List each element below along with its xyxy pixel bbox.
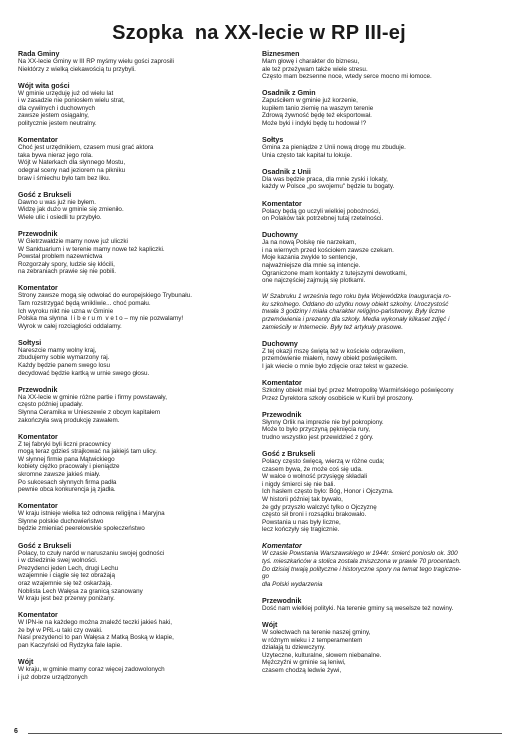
verse-line: Słynne polskie duchowieństwo bbox=[18, 517, 104, 525]
verse-line: przemówienia i prezenty dla szkoły. Media wykonały kilkaset zdjęć i bbox=[262, 316, 450, 324]
verse-line: Z tej fabryki byli liczni pracownicy bbox=[18, 440, 111, 448]
dialogue-section bbox=[18, 230, 256, 276]
speaker-label: Duchowny bbox=[262, 231, 298, 240]
verse-line: dla Polski wydarzenia bbox=[262, 580, 323, 588]
verse-line: W IPN-ie na każdego można znaleźć teczki jakieś haki, bbox=[18, 619, 172, 627]
dialogue-section bbox=[262, 89, 508, 127]
verse-line: Do dzisiaj trwają polityczne i historyczne spory na temat tego tragiczne- bbox=[262, 565, 462, 573]
verse-line: one najczęściej zajmują się plotkami. bbox=[262, 277, 366, 285]
verse-line: w różnym wieku i z temperamentem bbox=[262, 636, 363, 644]
verse-line: Ich hasłem często było: Bóg, Honor i Ojczyzna. bbox=[262, 488, 394, 496]
verse-line: Tam rozstrzygać będą wnikliwie... choć pomału. bbox=[18, 299, 151, 307]
speaker-label: Gość z Brukseli bbox=[18, 190, 72, 199]
verse-line: Może to było przyczyną pęknięcia rury, bbox=[262, 426, 371, 434]
speaker-label: Wójt bbox=[18, 658, 34, 667]
verse-line: lecz kończyły się tragicznie. bbox=[262, 526, 340, 534]
dialogue-section bbox=[18, 433, 256, 494]
verse-line: często później upadały. bbox=[18, 401, 83, 409]
verse-line: taka bywa nieraz jego rola. bbox=[18, 151, 93, 159]
verse-line: czasem bywa, że może coś się uda. bbox=[262, 465, 363, 473]
verse-line: Nareszcie mamy wolny kraj, bbox=[18, 346, 97, 354]
verse-line: skromne zawsze jakieś miały. bbox=[18, 470, 101, 478]
verse-line: Prezydenci jeden Lech, drugi Lechu bbox=[18, 564, 119, 572]
dialogue-section bbox=[18, 502, 256, 533]
verse-line: Na XX-lecie Gminy w III RP myśmy wielu gości zaprosili bbox=[18, 58, 174, 65]
page-title: Szopka na XX-lecie w RP III-ej bbox=[112, 22, 406, 44]
speaker-label: Sołtys bbox=[262, 136, 284, 145]
verse-line: Często mam bezsenne noce, wtedy serce mocno mi łomoce. bbox=[262, 73, 432, 81]
verse-line: każdy w Polsce „po swojemu" będzie tu bogaty. bbox=[262, 183, 395, 191]
verse-line: Wiele ulic i osiedli tu przybyło. bbox=[18, 213, 102, 221]
verse-line: zbudujemy sobie wymarzony raj. bbox=[18, 354, 110, 362]
verse-line: zakończyła swą produkcję zawałem. bbox=[18, 416, 120, 424]
verse-line: Przez Dyrektora szkoły osobiście w Kurii był proszony. bbox=[262, 394, 414, 402]
speaker-label: Rada Gminy bbox=[18, 50, 60, 58]
dialogue-section bbox=[262, 379, 508, 402]
verse-line: Polska ma słynna l i b e r u m v e t o – my nie pozwalamy! bbox=[18, 315, 184, 323]
verse-line: Mężczyźni w gminie są leniwi, bbox=[262, 659, 346, 667]
verse-line: W kraju jest bez przerwy poniżany. bbox=[18, 595, 115, 603]
verse-line: Po sukcesach słynnych firma padła bbox=[18, 478, 117, 486]
speaker-label: Biznesmen bbox=[262, 50, 300, 58]
verse-line: Nasi prezydenci to pan Wałęsa z Matką Boską w klapie, bbox=[18, 634, 174, 642]
dialogue-section bbox=[262, 200, 508, 223]
verse-line: przemówienie miałem, nowy obiekt poświęciłem. bbox=[262, 355, 398, 363]
verse-line: pan Kaczyński od Rydzyka fale łapie. bbox=[18, 641, 122, 649]
speaker-label: Komentator bbox=[18, 136, 58, 145]
dialogue-section bbox=[18, 284, 256, 330]
verse-line: on Polaków tak potrzebnej tutaj rzetelności. bbox=[262, 215, 384, 223]
verse-line: kupiłem tanio ziemię na waszym terenie bbox=[262, 104, 374, 112]
dialogue-section bbox=[18, 50, 256, 73]
speaker-label: Przewodnik bbox=[18, 229, 58, 238]
verse-line: Może byki i indyki będę tu hodował !? bbox=[262, 120, 367, 128]
verse-line: Ja na nową Polskę nie narzekam, bbox=[262, 239, 357, 247]
verse-line: W Sanktuarium i w terenie mamy nowe też kapliczki. bbox=[18, 245, 165, 253]
verse-line: braw i śmiechu było tam bez liku. bbox=[18, 174, 111, 182]
verse-line: Szkolny obiekt miał być przez Metropolitę Warmińskiego poświęcony bbox=[262, 387, 454, 395]
verse-line: oraz wzajemnie się też oskarżają. bbox=[18, 579, 113, 587]
speaker-label: Komentator bbox=[262, 199, 302, 208]
verse-line: Noblista Lech Wałęsa za granicą szanowany bbox=[18, 587, 143, 595]
verse-line: że był w PRL-u taki czy owaki. bbox=[18, 626, 103, 634]
dialogue-section bbox=[18, 658, 256, 681]
verse-line: ku szkolnego. Oddano do użytku nowy obiekt szkolny. Uroczystość bbox=[262, 300, 449, 308]
verse-line: i już dobrze urządzonych bbox=[18, 673, 88, 681]
verse-line: decydować będzie kartką w urnie swego głosu. bbox=[18, 369, 150, 377]
verse-line: wzajemnie i ciągle się tez obrażają bbox=[18, 572, 115, 580]
verse-line: go bbox=[262, 573, 270, 581]
verse-line: Wyrok w całej rozciągłości oddalamy. bbox=[18, 322, 122, 330]
speaker-label: Komentator bbox=[18, 284, 58, 293]
verse-line: Dawno u was już nie byłem. bbox=[18, 198, 97, 206]
verse-line: Dla was będzie praca, dla mnie zyski i lokaty, bbox=[262, 175, 388, 183]
verse-line: pewnie obca konkurencja ją zjadła. bbox=[18, 486, 116, 494]
verse-line: Unia często tak kapitał tu lokuje. bbox=[262, 151, 352, 159]
verse-line: trwała 3 godziny i miała charakter religijno-państwowy. Były liczne bbox=[262, 308, 445, 316]
verse-line: czasem chodzą ledwie żywi, bbox=[262, 666, 342, 674]
verse-line: że gdy przyszło walczyć tylko o Ojczyznę bbox=[262, 503, 377, 511]
speaker-label: Przewodnik bbox=[18, 385, 58, 394]
verse-line: I jak wiecie o mnie było zdjęcie oraz tekst w gazecie. bbox=[262, 362, 409, 370]
dialogue-section bbox=[18, 339, 256, 377]
verse-line: Ograniczone mam kontakty z tutejszymi dewotkami, bbox=[262, 269, 407, 277]
verse-line: Słynna Ceramika w Unieszewie z obcym kapitałem bbox=[18, 408, 161, 416]
dialogue-section bbox=[18, 386, 256, 424]
verse-line: Z tej okazji mszę świętą też w kościele odprawiłem, bbox=[262, 347, 406, 355]
verse-line: Polacy będą go uczyli wielkiej pobożności, bbox=[262, 207, 381, 215]
verse-line: W sołectwach na terenie naszej gminy, bbox=[262, 629, 371, 636]
speaker-label: Komentator bbox=[18, 502, 58, 511]
verse-line: Polacy, to czuły naród w naruszaniu swojej godności bbox=[18, 549, 165, 557]
dialogue-section bbox=[262, 293, 508, 331]
speaker-label: Przewodnik bbox=[262, 410, 302, 419]
verse-line: Na XX-lecie w gminie różne partie i firmy powstawały, bbox=[18, 393, 167, 401]
verse-line: zawsze jestem osiągalny, bbox=[18, 112, 89, 120]
dialogue-section bbox=[262, 231, 508, 285]
verse-line: W kraju, w gminie mamy coraz więcej zadowolonych bbox=[18, 666, 165, 674]
verse-line: dla cywilnych i duchownych bbox=[18, 104, 95, 112]
footer-rule bbox=[28, 733, 502, 734]
verse-line: W kraju istnieje wielka też odnowa religijna i Maryjna bbox=[18, 510, 165, 518]
verse-line: zamieściły w Internecie. Były też artykuły prasowe. bbox=[262, 323, 404, 331]
speaker-label: Sołtysi bbox=[18, 338, 42, 347]
verse-line: odegrał sceny nad jeziorem na pikniku bbox=[18, 166, 126, 174]
dialogue-section bbox=[262, 50, 508, 81]
verse-line: Strony zawsze mogą się odwołać do europejskiego Trybunału. bbox=[18, 292, 192, 300]
verse-line: Zdrową żywność będę też eksportował. bbox=[262, 112, 372, 120]
verse-line: i w zasadzie nie poniosłem wielu strat, bbox=[18, 97, 125, 105]
verse-line: będzie zmieniać peerelowskie społeczeństwo bbox=[18, 525, 145, 533]
dialogue-section bbox=[262, 597, 508, 613]
speaker-label: Osadnik z Unii bbox=[262, 167, 311, 176]
verse-line: najważniejsze dla mnie są intencje. bbox=[262, 262, 361, 269]
verse-line: trudno wszystko jest przewidzieć z góry. bbox=[262, 433, 374, 441]
verse-line: Dość nam wielkiej polityki. Na terenie gminy są weselsze też nowiny. bbox=[262, 604, 454, 612]
verse-line: kobiety ciężko pracowały i pieniądze bbox=[18, 463, 120, 471]
dialogue-section bbox=[18, 542, 256, 603]
verse-line: W gminie urzęduję już od wielu lat bbox=[18, 89, 114, 97]
verse-line: Polacy często święcą, wierzą w różne cuda; bbox=[262, 458, 385, 465]
right-column bbox=[262, 50, 508, 683]
verse-line: Zapuściłem w gminie już korzenie, bbox=[262, 97, 358, 105]
verse-line: Ich wyroku nikt nie uzna w Gminie bbox=[18, 307, 114, 315]
verse-line: Moje kazania zwykle to sentencje, bbox=[262, 254, 358, 262]
verse-line: i w dziedzinie swej wolności. bbox=[18, 557, 98, 565]
verse-line: W słynnej firmie pana Mątwickiego bbox=[18, 455, 115, 463]
verse-line: Mam głowę i charakter do biznesu, bbox=[262, 58, 360, 65]
speaker-label: Komentator bbox=[18, 611, 58, 620]
verse-line: Każdy będzie panem swego losu bbox=[18, 362, 111, 370]
speaker-label: Komentator bbox=[262, 542, 302, 551]
verse-line: Słynny Orlik na imprezie nie był pokropiony. bbox=[262, 418, 384, 426]
speaker-label: Osadnik z Gmin bbox=[262, 89, 316, 98]
verse-line: ale też przeżywam także wiele stresu. bbox=[262, 65, 368, 73]
dialogue-section bbox=[18, 136, 256, 182]
speaker-label: Wójt bbox=[262, 621, 278, 629]
dialogue-section bbox=[262, 450, 508, 534]
speaker-label: Gość z Brukseli bbox=[18, 541, 72, 550]
verse-line: W czasie Powstania Warszawskiego w 1944r. śmierć poniosło ok. 300 bbox=[262, 550, 458, 558]
verse-line: W historii później tak bywało, bbox=[262, 495, 343, 503]
verse-line: często sił broni i rozsądku brakowało. bbox=[262, 511, 367, 519]
verse-line: Wójt w Naterkach dla słynnego Mostu, bbox=[18, 159, 126, 167]
verse-line: na zebraniach prawie się nie pobili. bbox=[18, 268, 117, 276]
left-column bbox=[18, 50, 256, 690]
speaker-label: Wójt wita gości bbox=[18, 81, 70, 90]
verse-line: W Szabruku 1 września tego roku była Wojewódzka Inauguracja ro- bbox=[262, 293, 451, 301]
verse-line: Gmina za pieniądze z Unii nową drogę mu zbuduje. bbox=[262, 144, 406, 152]
verse-line: Powstania u nas były liczne, bbox=[262, 518, 341, 526]
dialogue-section bbox=[262, 542, 508, 588]
verse-line: i nigdy śmierci się nie bali. bbox=[262, 480, 336, 488]
verse-line: i na wiernych przed kościołem zawsze czekam. bbox=[262, 246, 394, 254]
verse-line: W Gietrzwałdzie mamy nowe już uliczki bbox=[18, 237, 128, 245]
dialogue-section bbox=[262, 168, 508, 191]
verse-line: Niektórzy z wielką ciekawością tu przybyli. bbox=[18, 65, 136, 73]
verse-line: Uzyteczne, kulturalne, słowem niebanalne. bbox=[262, 651, 382, 659]
speaker-label: Komentator bbox=[262, 379, 302, 388]
verse-line: Rozgorzały spory, ludzie się kłócili, bbox=[18, 260, 115, 268]
verse-line: W walce o wolność przysięgę składali bbox=[262, 473, 367, 481]
dialogue-section bbox=[18, 611, 256, 649]
dialogue-section bbox=[18, 191, 256, 222]
page-number: 6 bbox=[14, 728, 18, 735]
dialogue-section bbox=[262, 621, 508, 675]
speaker-label: Gość z Brukseli bbox=[262, 450, 316, 458]
verse-line: Widzę jak dużo w gminie się zmieniło. bbox=[18, 206, 124, 214]
verse-line: mogą teraz gdzieś strajkować na jakiejś tam ulicy. bbox=[18, 448, 157, 456]
dialogue-section bbox=[262, 411, 508, 442]
dialogue-section bbox=[18, 82, 256, 128]
dialogue-section bbox=[262, 136, 508, 159]
verse-line: Powstał problem nazewnictwa bbox=[18, 253, 103, 261]
verse-line: działają tu dziewczyny. bbox=[262, 644, 326, 652]
speaker-label: Duchowny bbox=[262, 339, 298, 348]
speaker-label: Komentator bbox=[18, 432, 58, 441]
verse-line: tyś. mieszkańców a stolica została zniszczona w prawie 70 procentach. bbox=[262, 558, 461, 566]
verse-line: politycznie jestem neutralny. bbox=[18, 120, 97, 128]
dialogue-section bbox=[262, 340, 508, 371]
speaker-label: Przewodnik bbox=[262, 596, 302, 605]
verse-line: Choć jest urzędnikiem, czasem musi grać aktora bbox=[18, 144, 154, 152]
